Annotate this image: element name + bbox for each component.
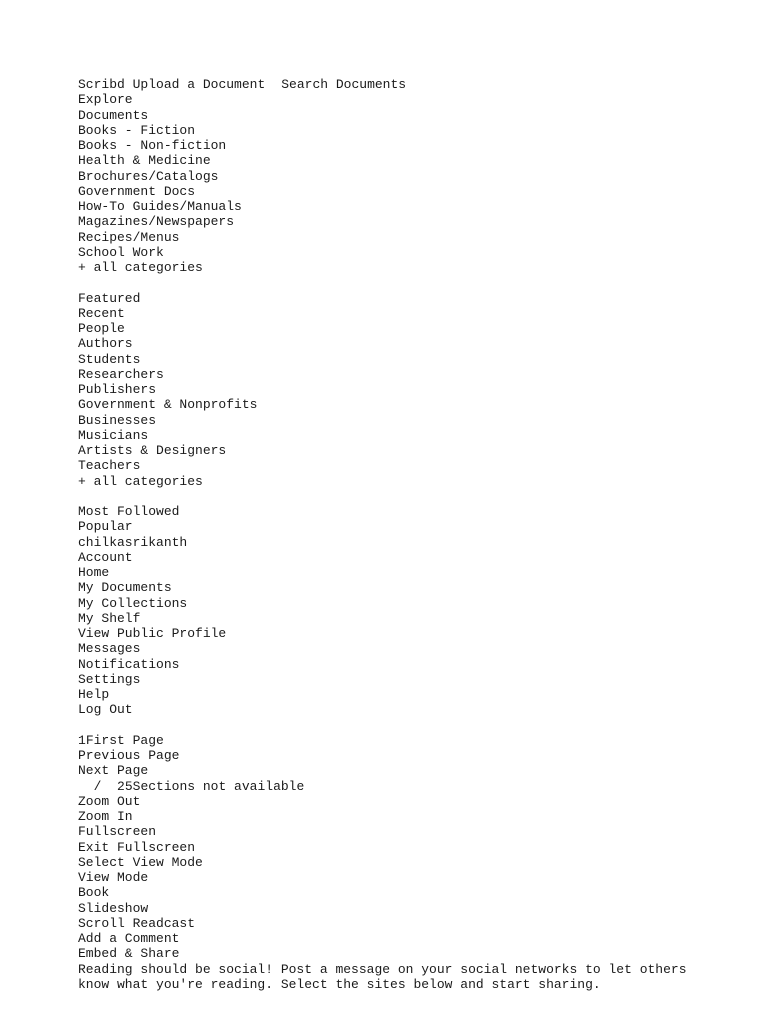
search-documents-link[interactable]: Search Documents bbox=[281, 77, 407, 92]
account-messages-link[interactable]: Messages bbox=[78, 641, 141, 657]
people-category-publishers[interactable]: Publishers bbox=[78, 382, 157, 397]
account-notifications-link[interactable]: Notifications bbox=[78, 656, 180, 672]
explore-category-how-to-guides[interactable]: How-To Guides/Manuals bbox=[78, 199, 242, 214]
people-category-students[interactable]: Students bbox=[78, 351, 141, 367]
people-category-authors[interactable]: Authors bbox=[78, 336, 133, 352]
embed-share-button[interactable]: Embed & Share bbox=[78, 946, 180, 962]
page-number-input[interactable]: 1 bbox=[78, 732, 86, 748]
explore-category-books-fiction[interactable]: Books - Fiction bbox=[78, 122, 196, 138]
view-mode-label: View Mode bbox=[78, 870, 149, 885]
zoom-out-button[interactable]: Zoom Out bbox=[78, 793, 141, 809]
upload-document-link[interactable]: Upload a Document bbox=[132, 77, 266, 92]
fullscreen-button[interactable]: Fullscreen bbox=[78, 824, 157, 840]
explore-all-categories-link[interactable]: + all categories bbox=[78, 260, 203, 275]
people-all-categories-link[interactable]: + all categories bbox=[78, 473, 203, 489]
page-separator: / bbox=[93, 778, 102, 794]
explore-category-government-docs[interactable]: Government Docs bbox=[78, 183, 196, 199]
sections-dropdown[interactable]: Sections not available bbox=[132, 778, 305, 794]
account-my-documents-link[interactable]: My Documents bbox=[78, 580, 172, 596]
people-category-teachers[interactable]: Teachers bbox=[78, 458, 141, 474]
documents-link[interactable]: Documents bbox=[78, 107, 149, 123]
view-mode-scroll-option[interactable]: Scroll bbox=[78, 915, 125, 931]
explore-category-health-medicine[interactable]: Health & Medicine bbox=[78, 153, 211, 169]
people-category-researchers[interactable]: Researchers bbox=[78, 366, 164, 382]
select-view-mode-button[interactable]: Select View Mode bbox=[78, 854, 203, 870]
view-mode-book-option[interactable]: Book bbox=[78, 885, 110, 901]
people-category-musicians[interactable]: Musicians bbox=[78, 427, 149, 443]
previous-page-button[interactable]: Previous Page bbox=[78, 748, 180, 763]
first-page-row bbox=[78, 733, 698, 748]
people-category-government-nonprofits[interactable]: Government & Nonprofits bbox=[78, 397, 258, 413]
account-log-out-link[interactable]: Log Out bbox=[78, 702, 133, 718]
next-page-button[interactable]: Next Page bbox=[78, 763, 149, 779]
people-category-artists-designers[interactable]: Artists & Designers bbox=[78, 443, 227, 458]
view-mode-slideshow-option[interactable]: Slideshow bbox=[78, 900, 149, 916]
account-my-collections-link[interactable]: My Collections bbox=[78, 595, 188, 611]
first-page-button[interactable]: First Page bbox=[85, 732, 164, 748]
explore-category-brochures-catalogs[interactable]: Brochures/Catalogs bbox=[78, 168, 219, 184]
scroll-readcast-row bbox=[78, 916, 698, 931]
username-link[interactable]: chilkasrikanth bbox=[78, 534, 188, 550]
readcast-button[interactable]: Readcast bbox=[132, 915, 196, 931]
exit-fullscreen-button[interactable]: Exit Fullscreen bbox=[78, 839, 196, 855]
most-followed-link[interactable]: Most Followed bbox=[78, 504, 180, 519]
people-title[interactable]: People bbox=[78, 321, 125, 336]
explore-category-school-work[interactable]: School Work bbox=[78, 244, 164, 260]
explore-category-books-nonfiction[interactable]: Books - Non-fiction bbox=[78, 138, 227, 153]
account-help-link[interactable]: Help bbox=[78, 687, 110, 702]
explore-title[interactable]: Explore bbox=[78, 92, 133, 108]
spacer bbox=[78, 489, 698, 504]
page-count-row bbox=[78, 779, 698, 794]
spacer bbox=[78, 275, 698, 290]
document-text bbox=[78, 77, 698, 992]
popular-link[interactable]: Popular bbox=[78, 519, 133, 535]
account-view-public-profile-link[interactable]: View Public Profile bbox=[78, 626, 227, 641]
add-comment-button[interactable]: Add a Comment bbox=[78, 931, 180, 946]
scribd-logo-link[interactable]: Scribd bbox=[78, 77, 125, 92]
account-settings-link[interactable]: Settings bbox=[78, 671, 141, 687]
people-category-businesses[interactable]: Businesses bbox=[78, 412, 157, 428]
zoom-in-button[interactable]: Zoom In bbox=[78, 809, 133, 824]
account-my-shelf-link[interactable]: My Shelf bbox=[78, 610, 141, 626]
recent-link[interactable]: Recent bbox=[78, 305, 125, 321]
account-title[interactable]: Account bbox=[78, 549, 133, 565]
spacer bbox=[78, 718, 698, 733]
explore-category-recipes-menus[interactable]: Recipes/Menus bbox=[78, 229, 180, 245]
featured-link[interactable]: Featured bbox=[78, 290, 141, 306]
social-sharing-message: Reading should be social! Post a message on your social networks to let others know what you're reading. Select the sites below and start sharing. bbox=[78, 961, 695, 992]
explore-category-magazines-newspapers[interactable]: Magazines/Newspapers bbox=[78, 214, 235, 230]
total-pages: 25 bbox=[117, 778, 133, 794]
site-header bbox=[78, 77, 698, 92]
account-home-link[interactable]: Home bbox=[78, 565, 110, 580]
